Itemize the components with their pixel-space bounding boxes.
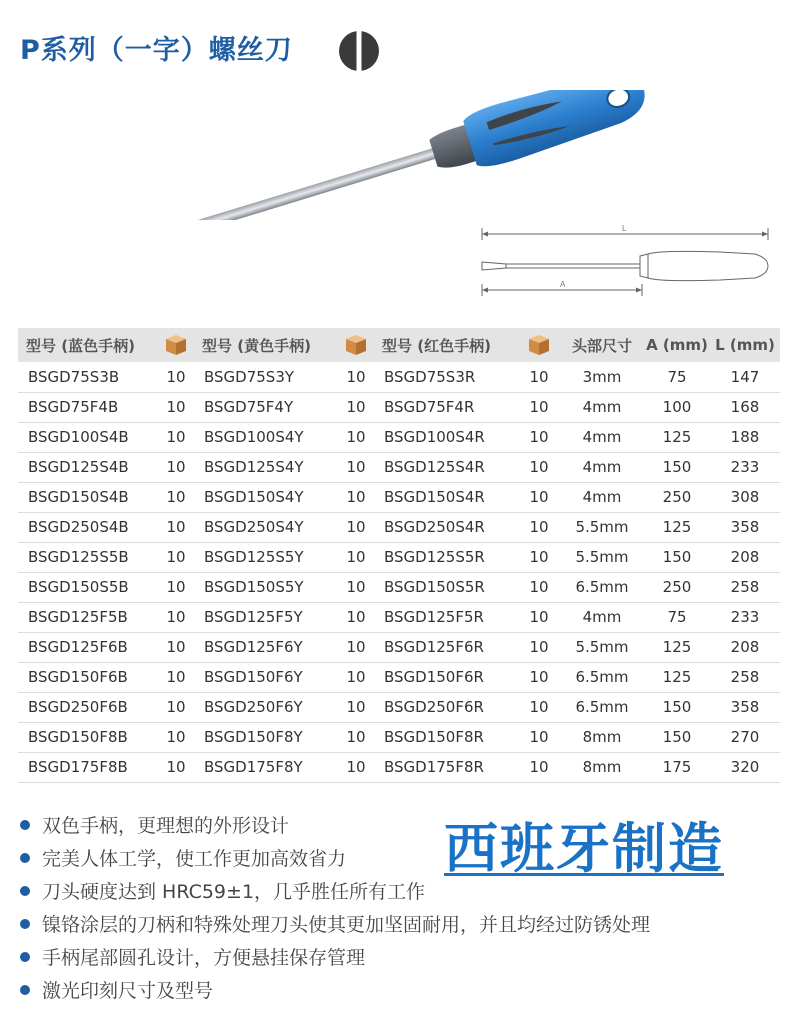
qty-cell: 10	[518, 422, 560, 452]
qty-cell: 10	[158, 722, 194, 752]
bullet-dot-icon	[20, 853, 30, 863]
model-blue-cell: BSGD125F6B	[18, 632, 158, 662]
table-row	[18, 602, 780, 632]
qty-cell: 10	[338, 512, 374, 542]
model-yellow-cell: BSGD250S4Y	[194, 512, 338, 542]
model-yellow-cell: BSGD150S4Y	[194, 482, 338, 512]
tip-size-cell: 4mm	[560, 482, 644, 512]
model-blue-cell: BSGD150S5B	[18, 572, 158, 602]
table-body	[18, 362, 780, 782]
tip-size-cell: 4mm	[560, 392, 644, 422]
qty-cell: 10	[338, 752, 374, 782]
table-row	[18, 392, 780, 422]
l-length-cell: 270	[710, 722, 780, 752]
qty-cell: 10	[338, 722, 374, 752]
qty-cell: 10	[158, 632, 194, 662]
model-blue-cell: BSGD150F8B	[18, 722, 158, 752]
qty-cell: 10	[518, 752, 560, 782]
a-length-cell: 150	[644, 692, 710, 722]
model-red-cell: BSGD250S4R	[374, 512, 518, 542]
table-header-row	[18, 328, 780, 362]
spec-table	[18, 328, 780, 783]
l-length-cell: 233	[710, 602, 780, 632]
qty-cell: 10	[338, 542, 374, 572]
qty-cell: 10	[518, 392, 560, 422]
carton-box-icon	[527, 333, 551, 357]
header-red-model: 型号 (红色手柄)	[374, 328, 518, 362]
a-length-cell: 125	[644, 662, 710, 692]
tip-size-cell: 6.5mm	[560, 662, 644, 692]
qty-cell: 10	[158, 362, 194, 392]
tip-size-cell: 8mm	[560, 722, 644, 752]
feature-text: 激光印刻尺寸及型号	[42, 980, 214, 1002]
model-yellow-cell: BSGD125F5Y	[194, 602, 338, 632]
model-red-cell: BSGD100S4R	[374, 422, 518, 452]
a-length-cell: 150	[644, 452, 710, 482]
qty-cell: 10	[338, 632, 374, 662]
tip-size-cell: 5.5mm	[560, 542, 644, 572]
table-row	[18, 662, 780, 692]
feature-item	[20, 973, 780, 1006]
tip-size-cell: 6.5mm	[560, 572, 644, 602]
model-yellow-cell: BSGD250F6Y	[194, 692, 338, 722]
table-row	[18, 572, 780, 602]
model-yellow-cell: BSGD150S5Y	[194, 572, 338, 602]
qty-cell: 10	[518, 602, 560, 632]
l-length-cell: 358	[710, 692, 780, 722]
header-blue-model: 型号 (蓝色手柄)	[18, 328, 158, 362]
table-row	[18, 722, 780, 752]
qty-cell: 10	[158, 512, 194, 542]
model-blue-cell: BSGD75S3B	[18, 362, 158, 392]
table-row	[18, 452, 780, 482]
model-red-cell: BSGD175F8R	[374, 752, 518, 782]
model-yellow-cell: BSGD150F8Y	[194, 722, 338, 752]
model-blue-cell: BSGD75F4B	[18, 392, 158, 422]
table-row	[18, 362, 780, 392]
model-red-cell: BSGD125F6R	[374, 632, 518, 662]
qty-cell: 10	[338, 422, 374, 452]
qty-cell: 10	[518, 482, 560, 512]
bullet-dot-icon	[20, 985, 30, 995]
model-blue-cell: BSGD125S4B	[18, 452, 158, 482]
a-length-cell: 150	[644, 722, 710, 752]
qty-cell: 10	[158, 392, 194, 422]
a-length-cell: 125	[644, 512, 710, 542]
table-row	[18, 422, 780, 452]
model-yellow-cell: BSGD175F8Y	[194, 752, 338, 782]
model-blue-cell: BSGD150S4B	[18, 482, 158, 512]
table-row	[18, 512, 780, 542]
model-blue-cell: BSGD150F6B	[18, 662, 158, 692]
model-yellow-cell: BSGD125S5Y	[194, 542, 338, 572]
model-blue-cell: BSGD250S4B	[18, 512, 158, 542]
bullet-dot-icon	[20, 886, 30, 896]
model-red-cell: BSGD150S4R	[374, 482, 518, 512]
qty-cell: 10	[338, 662, 374, 692]
a-length-cell: 125	[644, 632, 710, 662]
feature-item	[20, 940, 780, 973]
feature-text: 完美人体工学，使工作更加高效省力	[42, 848, 347, 870]
feature-text: 镍铬涂层的刀柄和特殊处理刀头使其更加坚固耐用，并且均经过防锈处理	[42, 914, 651, 936]
model-red-cell: BSGD125S5R	[374, 542, 518, 572]
model-yellow-cell: BSGD125S4Y	[194, 452, 338, 482]
model-blue-cell: BSGD125S5B	[18, 542, 158, 572]
qty-cell: 10	[518, 692, 560, 722]
a-length-cell: 125	[644, 422, 710, 452]
tip-size-cell: 3mm	[560, 362, 644, 392]
l-length-cell: 147	[710, 362, 780, 392]
l-length-cell: 208	[710, 632, 780, 662]
qty-cell: 10	[158, 422, 194, 452]
qty-cell: 10	[518, 662, 560, 692]
l-length-cell: 168	[710, 392, 780, 422]
a-length-cell: 75	[644, 362, 710, 392]
qty-cell: 10	[518, 572, 560, 602]
bullet-dot-icon	[20, 952, 30, 962]
a-length-cell: 100	[644, 392, 710, 422]
model-yellow-cell: BSGD125F6Y	[194, 632, 338, 662]
header-qty-2	[338, 328, 374, 362]
table-row	[18, 482, 780, 512]
header-qty-3	[518, 328, 560, 362]
qty-cell: 10	[518, 632, 560, 662]
qty-cell: 10	[338, 572, 374, 602]
header-tip-size: 头部尺寸	[560, 328, 644, 362]
header-a: A (mm)	[644, 328, 710, 362]
a-length-cell: 250	[644, 572, 710, 602]
feature-text: 双色手柄，更理想的外形设计	[42, 815, 290, 837]
qty-cell: 10	[158, 752, 194, 782]
qty-cell: 10	[338, 692, 374, 722]
flat-slot-head-icon	[338, 30, 380, 72]
carton-box-icon	[164, 333, 188, 357]
l-length-cell: 188	[710, 422, 780, 452]
header-yellow-model: 型号 (黄色手柄)	[194, 328, 338, 362]
qty-cell: 10	[518, 722, 560, 752]
model-yellow-cell: BSGD100S4Y	[194, 422, 338, 452]
model-red-cell: BSGD75F4R	[374, 392, 518, 422]
qty-cell: 10	[158, 692, 194, 722]
a-length-cell: 75	[644, 602, 710, 632]
qty-cell: 10	[518, 542, 560, 572]
model-blue-cell: BSGD250F6B	[18, 692, 158, 722]
qty-cell: 10	[158, 452, 194, 482]
l-length-cell: 233	[710, 452, 780, 482]
model-yellow-cell: BSGD75F4Y	[194, 392, 338, 422]
shaft-label: A	[560, 280, 566, 289]
l-length-cell: 208	[710, 542, 780, 572]
model-red-cell: BSGD250F6R	[374, 692, 518, 722]
table-row	[18, 752, 780, 782]
model-red-cell: BSGD150F8R	[374, 722, 518, 752]
qty-cell: 10	[338, 392, 374, 422]
tip-size-cell: 5.5mm	[560, 632, 644, 662]
tip-size-cell: 8mm	[560, 752, 644, 782]
qty-cell: 10	[518, 512, 560, 542]
model-red-cell: BSGD125S4R	[374, 452, 518, 482]
tip-size-cell: 6.5mm	[560, 692, 644, 722]
l-length-cell: 358	[710, 512, 780, 542]
model-red-cell: BSGD150F6R	[374, 662, 518, 692]
table-row	[18, 542, 780, 572]
qty-cell: 10	[158, 482, 194, 512]
qty-cell: 10	[158, 542, 194, 572]
header-l: L (mm)	[710, 328, 780, 362]
qty-cell: 10	[338, 362, 374, 392]
table-row	[18, 632, 780, 662]
dimension-drawing	[470, 222, 780, 302]
l-length-cell: 258	[710, 572, 780, 602]
tip-size-cell: 4mm	[560, 452, 644, 482]
qty-cell: 10	[158, 662, 194, 692]
model-blue-cell: BSGD175F8B	[18, 752, 158, 782]
model-yellow-cell: BSGD150F6Y	[194, 662, 338, 692]
qty-cell: 10	[338, 482, 374, 512]
tip-size-cell: 4mm	[560, 422, 644, 452]
feature-text: 手柄尾部圆孔设计，方便悬挂保存管理	[42, 947, 366, 969]
page-title: P系列（一字）螺丝刀	[20, 35, 293, 66]
bullet-dot-icon	[20, 919, 30, 929]
qty-cell: 10	[518, 362, 560, 392]
a-length-cell: 150	[644, 542, 710, 572]
l-length-cell: 258	[710, 662, 780, 692]
header-qty-1	[158, 328, 194, 362]
qty-cell: 10	[518, 452, 560, 482]
model-blue-cell: BSGD100S4B	[18, 422, 158, 452]
qty-cell: 10	[338, 602, 374, 632]
qty-cell: 10	[158, 602, 194, 632]
made-in-spain-label: 西班牙制造	[444, 816, 724, 880]
qty-cell: 10	[338, 452, 374, 482]
table-row	[18, 692, 780, 722]
model-blue-cell: BSGD125F5B	[18, 602, 158, 632]
carton-box-icon	[344, 333, 368, 357]
model-yellow-cell: BSGD75S3Y	[194, 362, 338, 392]
a-length-cell: 250	[644, 482, 710, 512]
length-label: L	[622, 224, 627, 233]
feature-item	[20, 907, 780, 940]
model-red-cell: BSGD75S3R	[374, 362, 518, 392]
screwdriver-photo	[120, 90, 660, 220]
tip-size-cell: 4mm	[560, 602, 644, 632]
l-length-cell: 320	[710, 752, 780, 782]
qty-cell: 10	[158, 572, 194, 602]
tip-size-cell: 5.5mm	[560, 512, 644, 542]
model-red-cell: BSGD150S5R	[374, 572, 518, 602]
model-red-cell: BSGD125F5R	[374, 602, 518, 632]
a-length-cell: 175	[644, 752, 710, 782]
bullet-dot-icon	[20, 820, 30, 830]
l-length-cell: 308	[710, 482, 780, 512]
feature-text: 刀头硬度达到 HRC59±1，几乎胜任所有工作	[42, 881, 426, 903]
